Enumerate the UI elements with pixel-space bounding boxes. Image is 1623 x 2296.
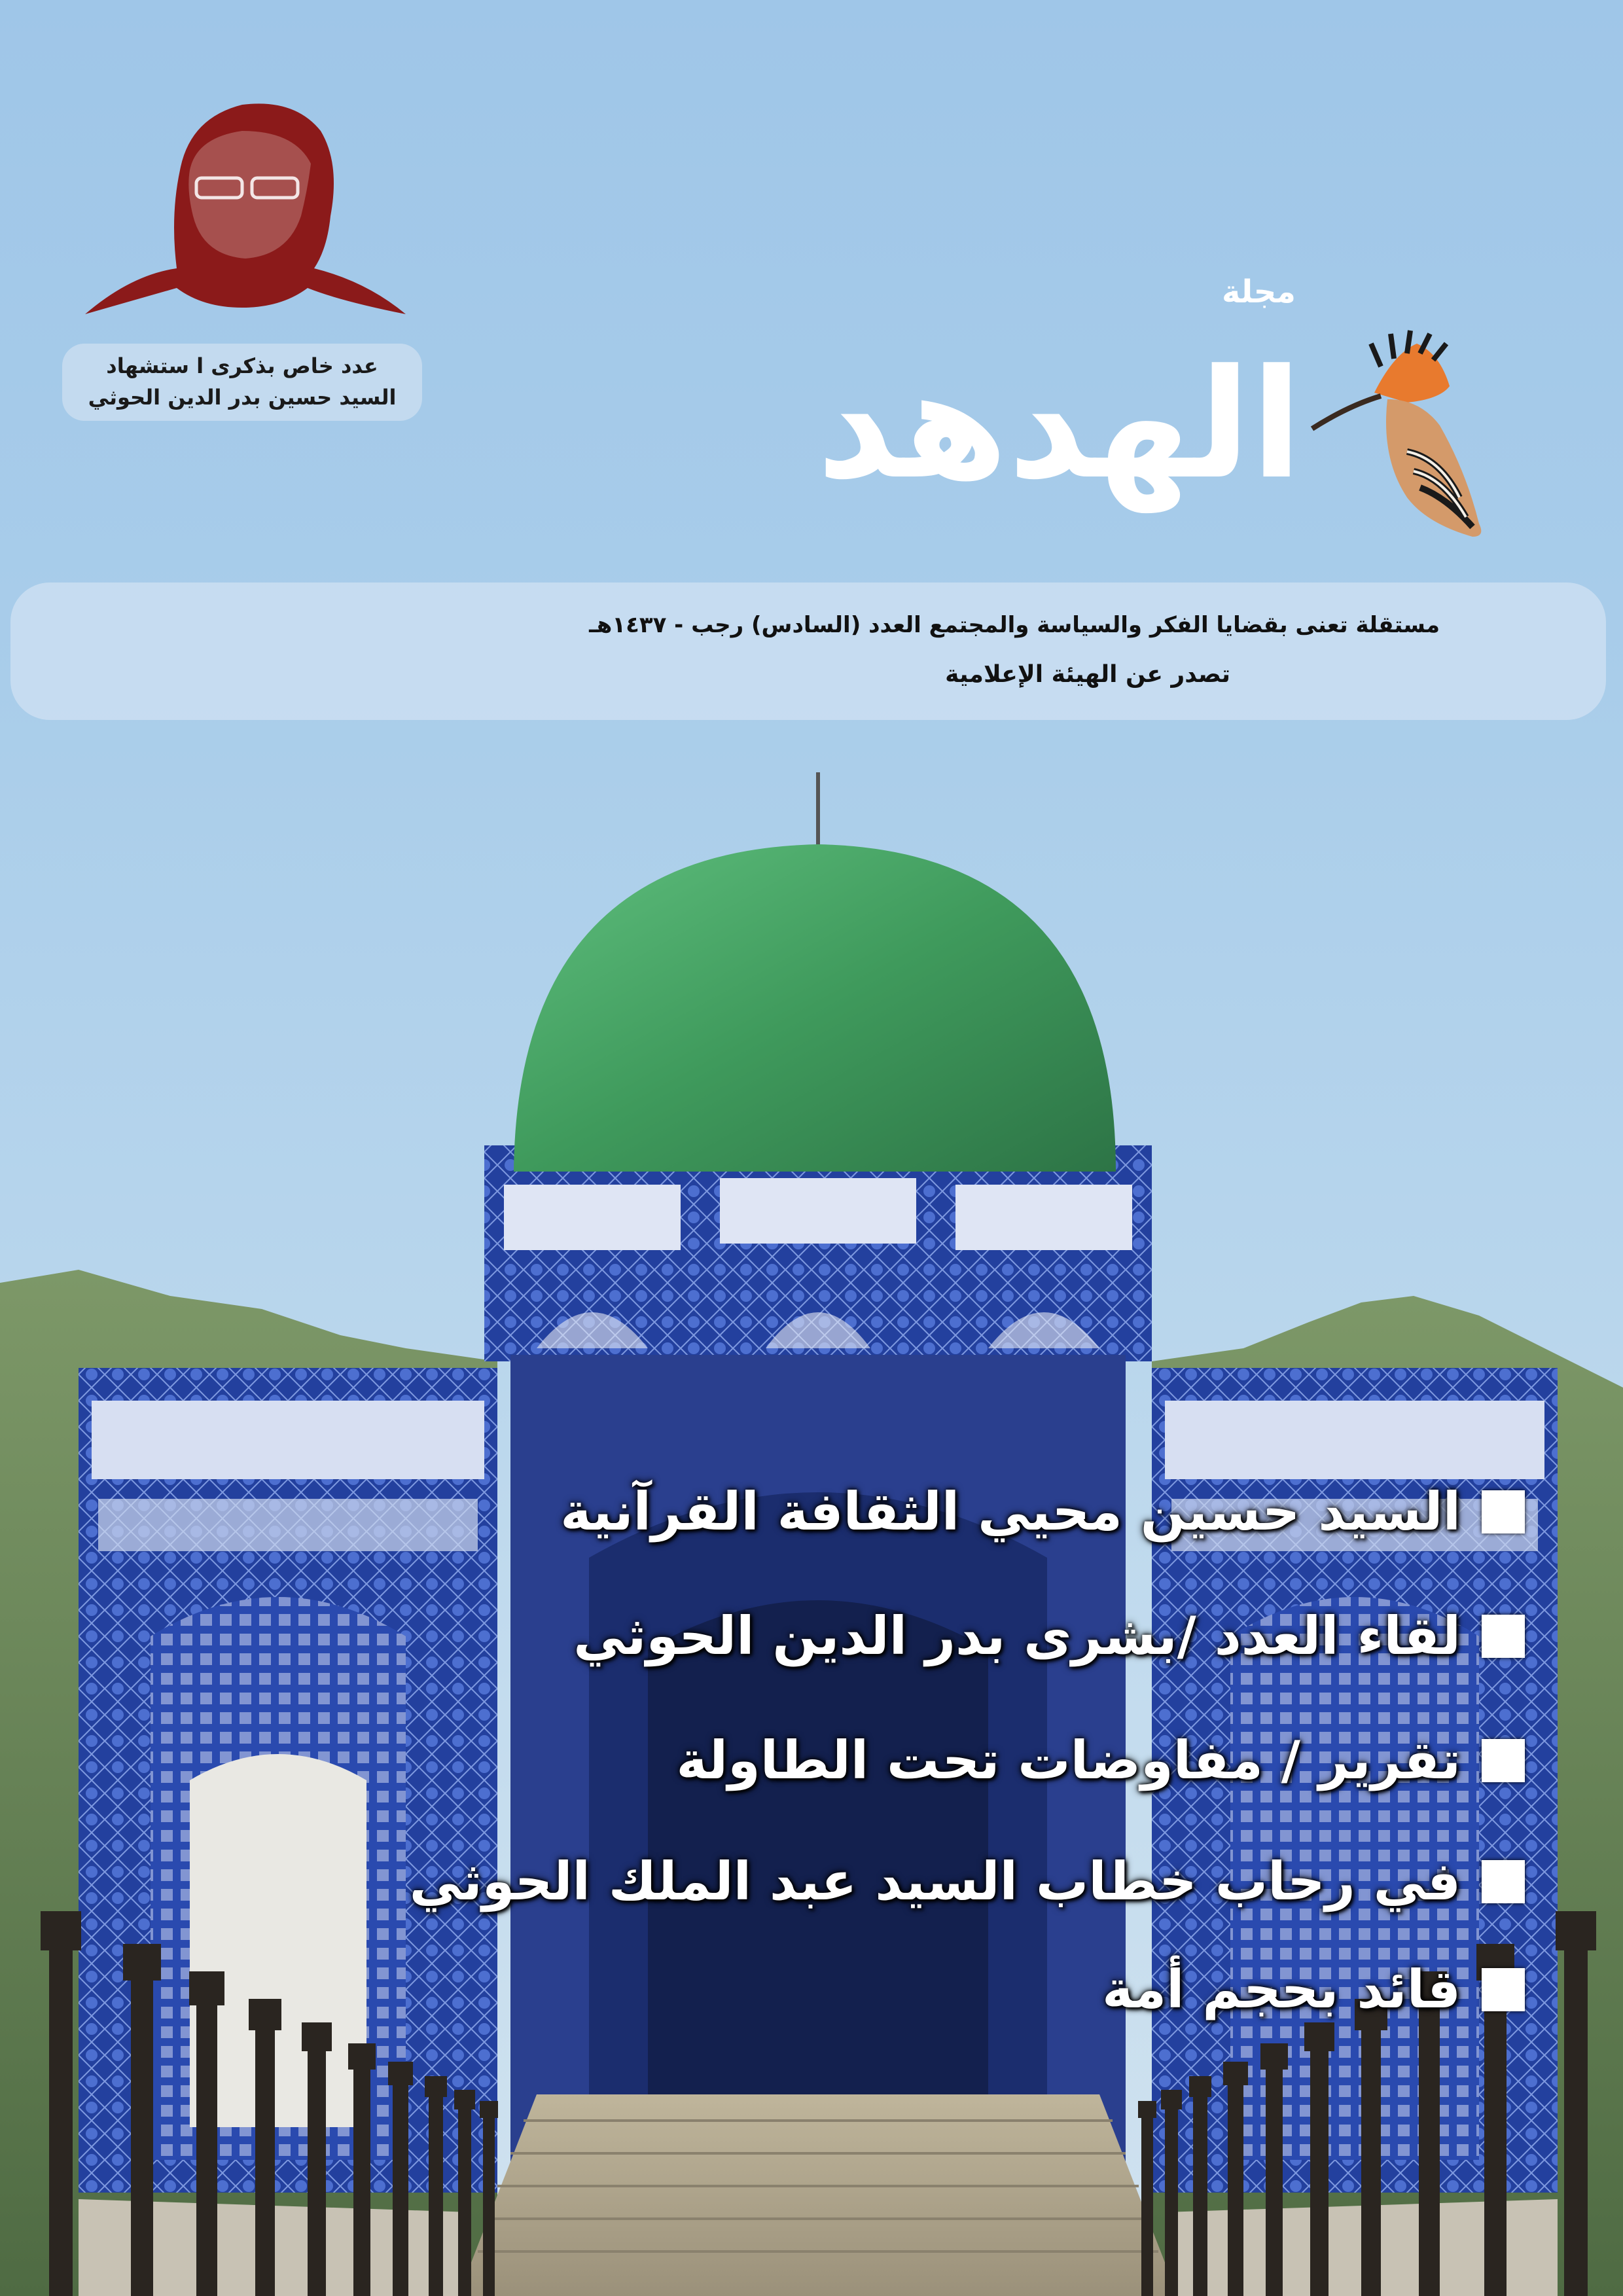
- headline-text: تقرير / مفاوضات تحت الطاولة: [676, 1730, 1461, 1791]
- square-bullet-icon: [1482, 1968, 1525, 2011]
- headline-text: لقاء العدد /بشرى بدر الدين الحوثي: [573, 1605, 1461, 1667]
- special-issue-line1: عدد خاص بذكرى ا ستشهاد: [106, 353, 378, 378]
- headline-item: [281, 1473, 1525, 1548]
- special-issue-box: [62, 344, 422, 421]
- square-bullet-icon: [1482, 1860, 1525, 1903]
- magazine-title: الهدهد: [816, 338, 1302, 512]
- green-dome: [514, 772, 1116, 1172]
- headline-item: [281, 1721, 1525, 1797]
- square-bullet-icon: [1482, 1615, 1525, 1658]
- tagline: مستقلة تعنى بقضايا الفكر والسياسة والمجتمع العدد (السادس) رجب - ١٤٣٧هـ: [589, 612, 1440, 638]
- square-bullet-icon: [1482, 1490, 1525, 1534]
- square-bullet-icon: [1482, 1739, 1525, 1782]
- headline-text: قائد بحجم أمة: [1102, 1959, 1461, 2020]
- hoopoe-bird-icon: [1312, 331, 1481, 537]
- headline-item: [281, 1842, 1525, 1918]
- headline-text: السيد حسين محيي الثقافة القرآنية: [560, 1481, 1461, 1543]
- magazine-label: مجلة: [1221, 274, 1296, 310]
- headline-item: [281, 1597, 1525, 1672]
- portrait-icon: [85, 103, 406, 314]
- headline-text: في رحاب خطاب السيد عبد الملك الحوثي: [409, 1851, 1461, 1912]
- headline-item: [281, 1950, 1525, 2026]
- publisher-line: تصدر عن الهيئة الإعلامية: [945, 661, 1230, 688]
- central-drum: [484, 1145, 1152, 1361]
- tagline-band: [10, 583, 1606, 720]
- special-issue-line2: السيد حسين بدر الدين الحوثي: [88, 385, 397, 410]
